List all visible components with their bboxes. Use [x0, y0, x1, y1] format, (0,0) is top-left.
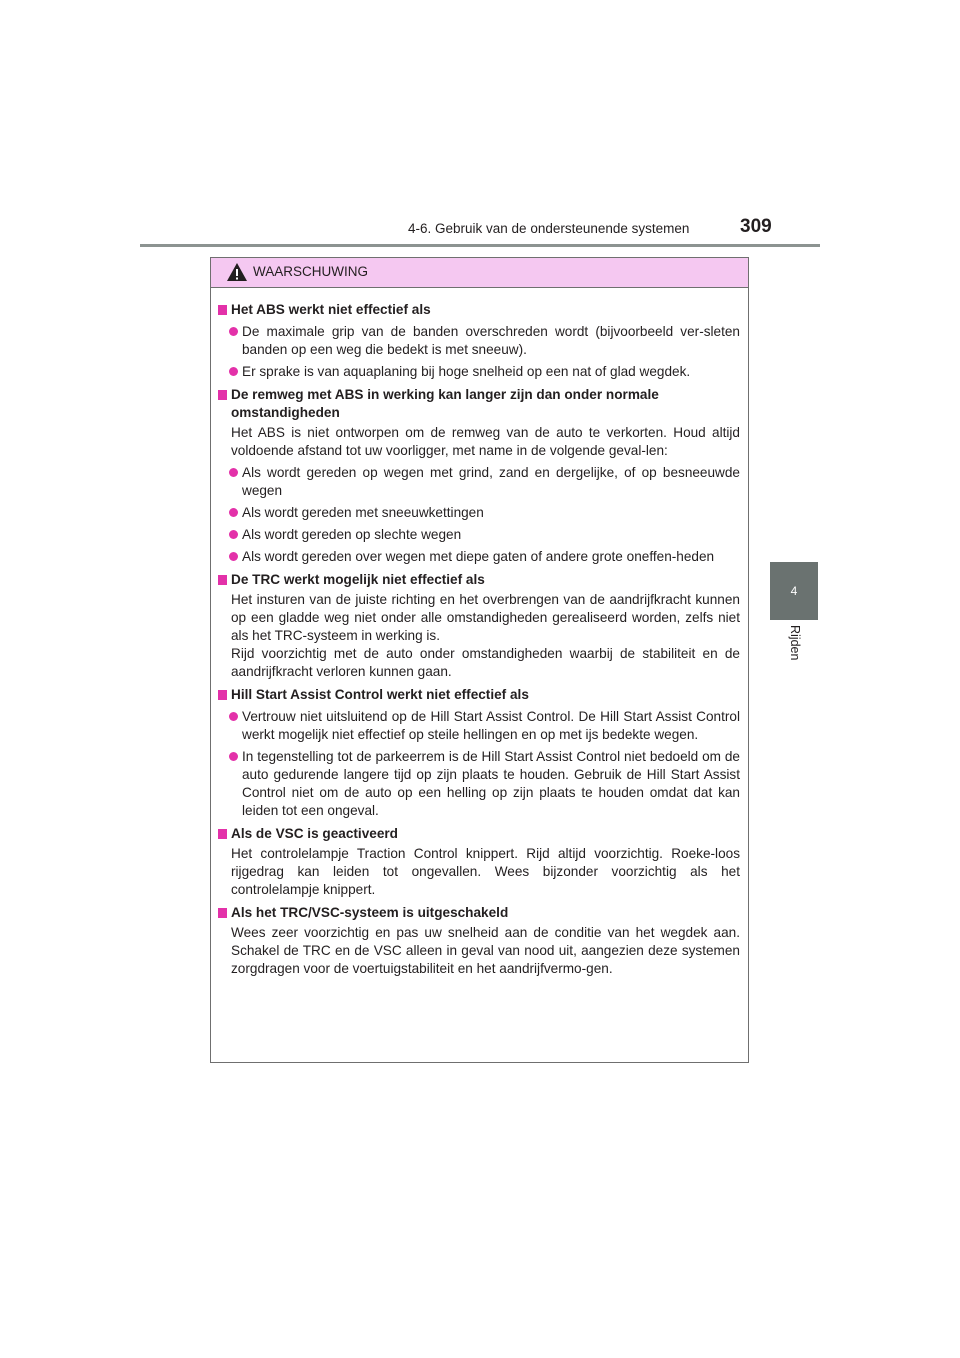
section-paragraph: Wees zeer voorzichtig en pas uw snelheid aan de conditie van het wegdek aan. Schakel de TRC en de VSC alleen in geval van nood uit, aangezien deze systemen zorgdragen voor de voertuigstabiliteit en het aandrijfvermo-gen. [231, 925, 740, 976]
warning-section [218, 301, 740, 381]
section-heading-text: De remweg met ABS in werking kan langer zijn dan onder normale omstandigheden [231, 387, 659, 420]
square-bullet-icon [218, 829, 227, 839]
bullet-item [218, 708, 740, 744]
square-bullet-icon [218, 305, 227, 315]
bullet-item [218, 323, 740, 359]
section-heading [218, 825, 740, 843]
section-heading-text: Als het TRC/VSC-systeem is uitgeschakeld [231, 905, 509, 920]
section-heading [218, 686, 740, 704]
section-heading [218, 301, 740, 319]
bullet-item [218, 548, 740, 566]
warning-header [211, 258, 748, 288]
warning-body [211, 288, 748, 978]
round-bullet-icon [229, 712, 238, 721]
bullet-text: Vertrouw niet uitsluitend op de Hill Start Assist Control. De Hill Start Assist Control werkt mogelijk niet effectief op steile hellingen en op met ijs bedekte wegen. [242, 709, 740, 742]
warning-section [218, 386, 740, 566]
square-bullet-icon [218, 390, 227, 400]
round-bullet-icon [229, 367, 238, 376]
section-heading [218, 386, 740, 422]
warning-section [218, 571, 740, 681]
section-paragraph: Het insturen van de juiste richting en het overbrengen van de aandrijfkracht kunnen op een gladde weg niet onder alle omstandigheden gerealiseerd worden, zelfs niet als het TRC-systeem in werking is. [231, 592, 740, 643]
section-paragraph: Rijd voorzichtig met de auto onder omstandigheden waarbij de stabiliteit en de aandrijfkracht verloren kunnen gaan. [231, 646, 740, 679]
round-bullet-icon [229, 468, 238, 477]
chapter-tab [770, 562, 818, 620]
bullet-text: Als wordt gereden op slechte wegen [242, 527, 462, 542]
warning-section [218, 686, 740, 820]
bullet-item [218, 504, 740, 522]
round-bullet-icon [229, 552, 238, 561]
warning-section [218, 825, 740, 899]
bullet-item [218, 748, 740, 820]
section-paragraph: Het ABS is niet ontworpen om de remweg van de auto te verkorten. Houd altijd voldoende afstand tot uw voorligger, met name in de volgende geval-len: [231, 425, 740, 458]
chapter-label [780, 625, 810, 685]
chapter-number: 4 [790, 584, 798, 598]
section-heading [218, 571, 740, 589]
warning-box [210, 257, 749, 1063]
section-heading [218, 904, 740, 922]
header-section-title: 4-6. Gebruik van de ondersteunende systemen [408, 221, 690, 236]
bullet-text: Als wordt gereden met sneeuwkettingen [242, 505, 484, 520]
round-bullet-icon [229, 327, 238, 336]
bullet-text: Er sprake is van aquaplaning bij hoge snelheid op een nat of glad wegdek. [242, 364, 691, 379]
bullet-text: Als wordt gereden op wegen met grind, zand en dergelijke, of op besneeuwde wegen [242, 465, 740, 498]
warning-title: WAARSCHUWING [253, 264, 368, 279]
section-heading-text: Als de VSC is geactiveerd [231, 826, 398, 841]
section-paragraph: Het controlelampje Traction Control knippert. Rijd altijd voorzichtig. Roeke-loos rijgedrag kan leiden tot ongevallen. Wees bijzonder voorzichtig als het controlelampje knippert. [231, 846, 740, 897]
section-heading-text: De TRC werkt mogelijk niet effectief als [231, 572, 485, 587]
bullet-item [218, 464, 740, 500]
page-number: 309 [740, 216, 772, 237]
section-heading-text: Hill Start Assist Control werkt niet effectief als [231, 687, 529, 702]
square-bullet-icon [218, 908, 227, 918]
round-bullet-icon [229, 508, 238, 517]
section-heading-text: Het ABS werkt niet effectief als [231, 302, 431, 317]
warning-triangle-icon [226, 262, 248, 282]
chapter-title: Rijden [788, 625, 802, 661]
warning-section [218, 904, 740, 978]
square-bullet-icon [218, 690, 227, 700]
bullet-text: In tegenstelling tot de parkeerrem is de Hill Start Assist Control niet bedoeld om de auto gedurende langere tijd op zijn plaats te houden. Gebruik de Hill Start Assist Control niet om de auto op een helling op zijn plaats te houden omdat dat kan leiden tot een ongeval. [242, 749, 740, 818]
square-bullet-icon [218, 575, 227, 585]
bullet-text: Als wordt gereden over wegen met diepe gaten of andere grote oneffen-heden [242, 549, 715, 564]
round-bullet-icon [229, 530, 238, 539]
bullet-item [218, 526, 740, 544]
header-divider [140, 244, 820, 247]
bullet-text: De maximale grip van de banden overschreden wordt (bijvoorbeeld ver-sleten banden op een weg die bedekt is met sneeuw). [242, 324, 740, 357]
bullet-item [218, 363, 740, 381]
round-bullet-icon [229, 752, 238, 761]
